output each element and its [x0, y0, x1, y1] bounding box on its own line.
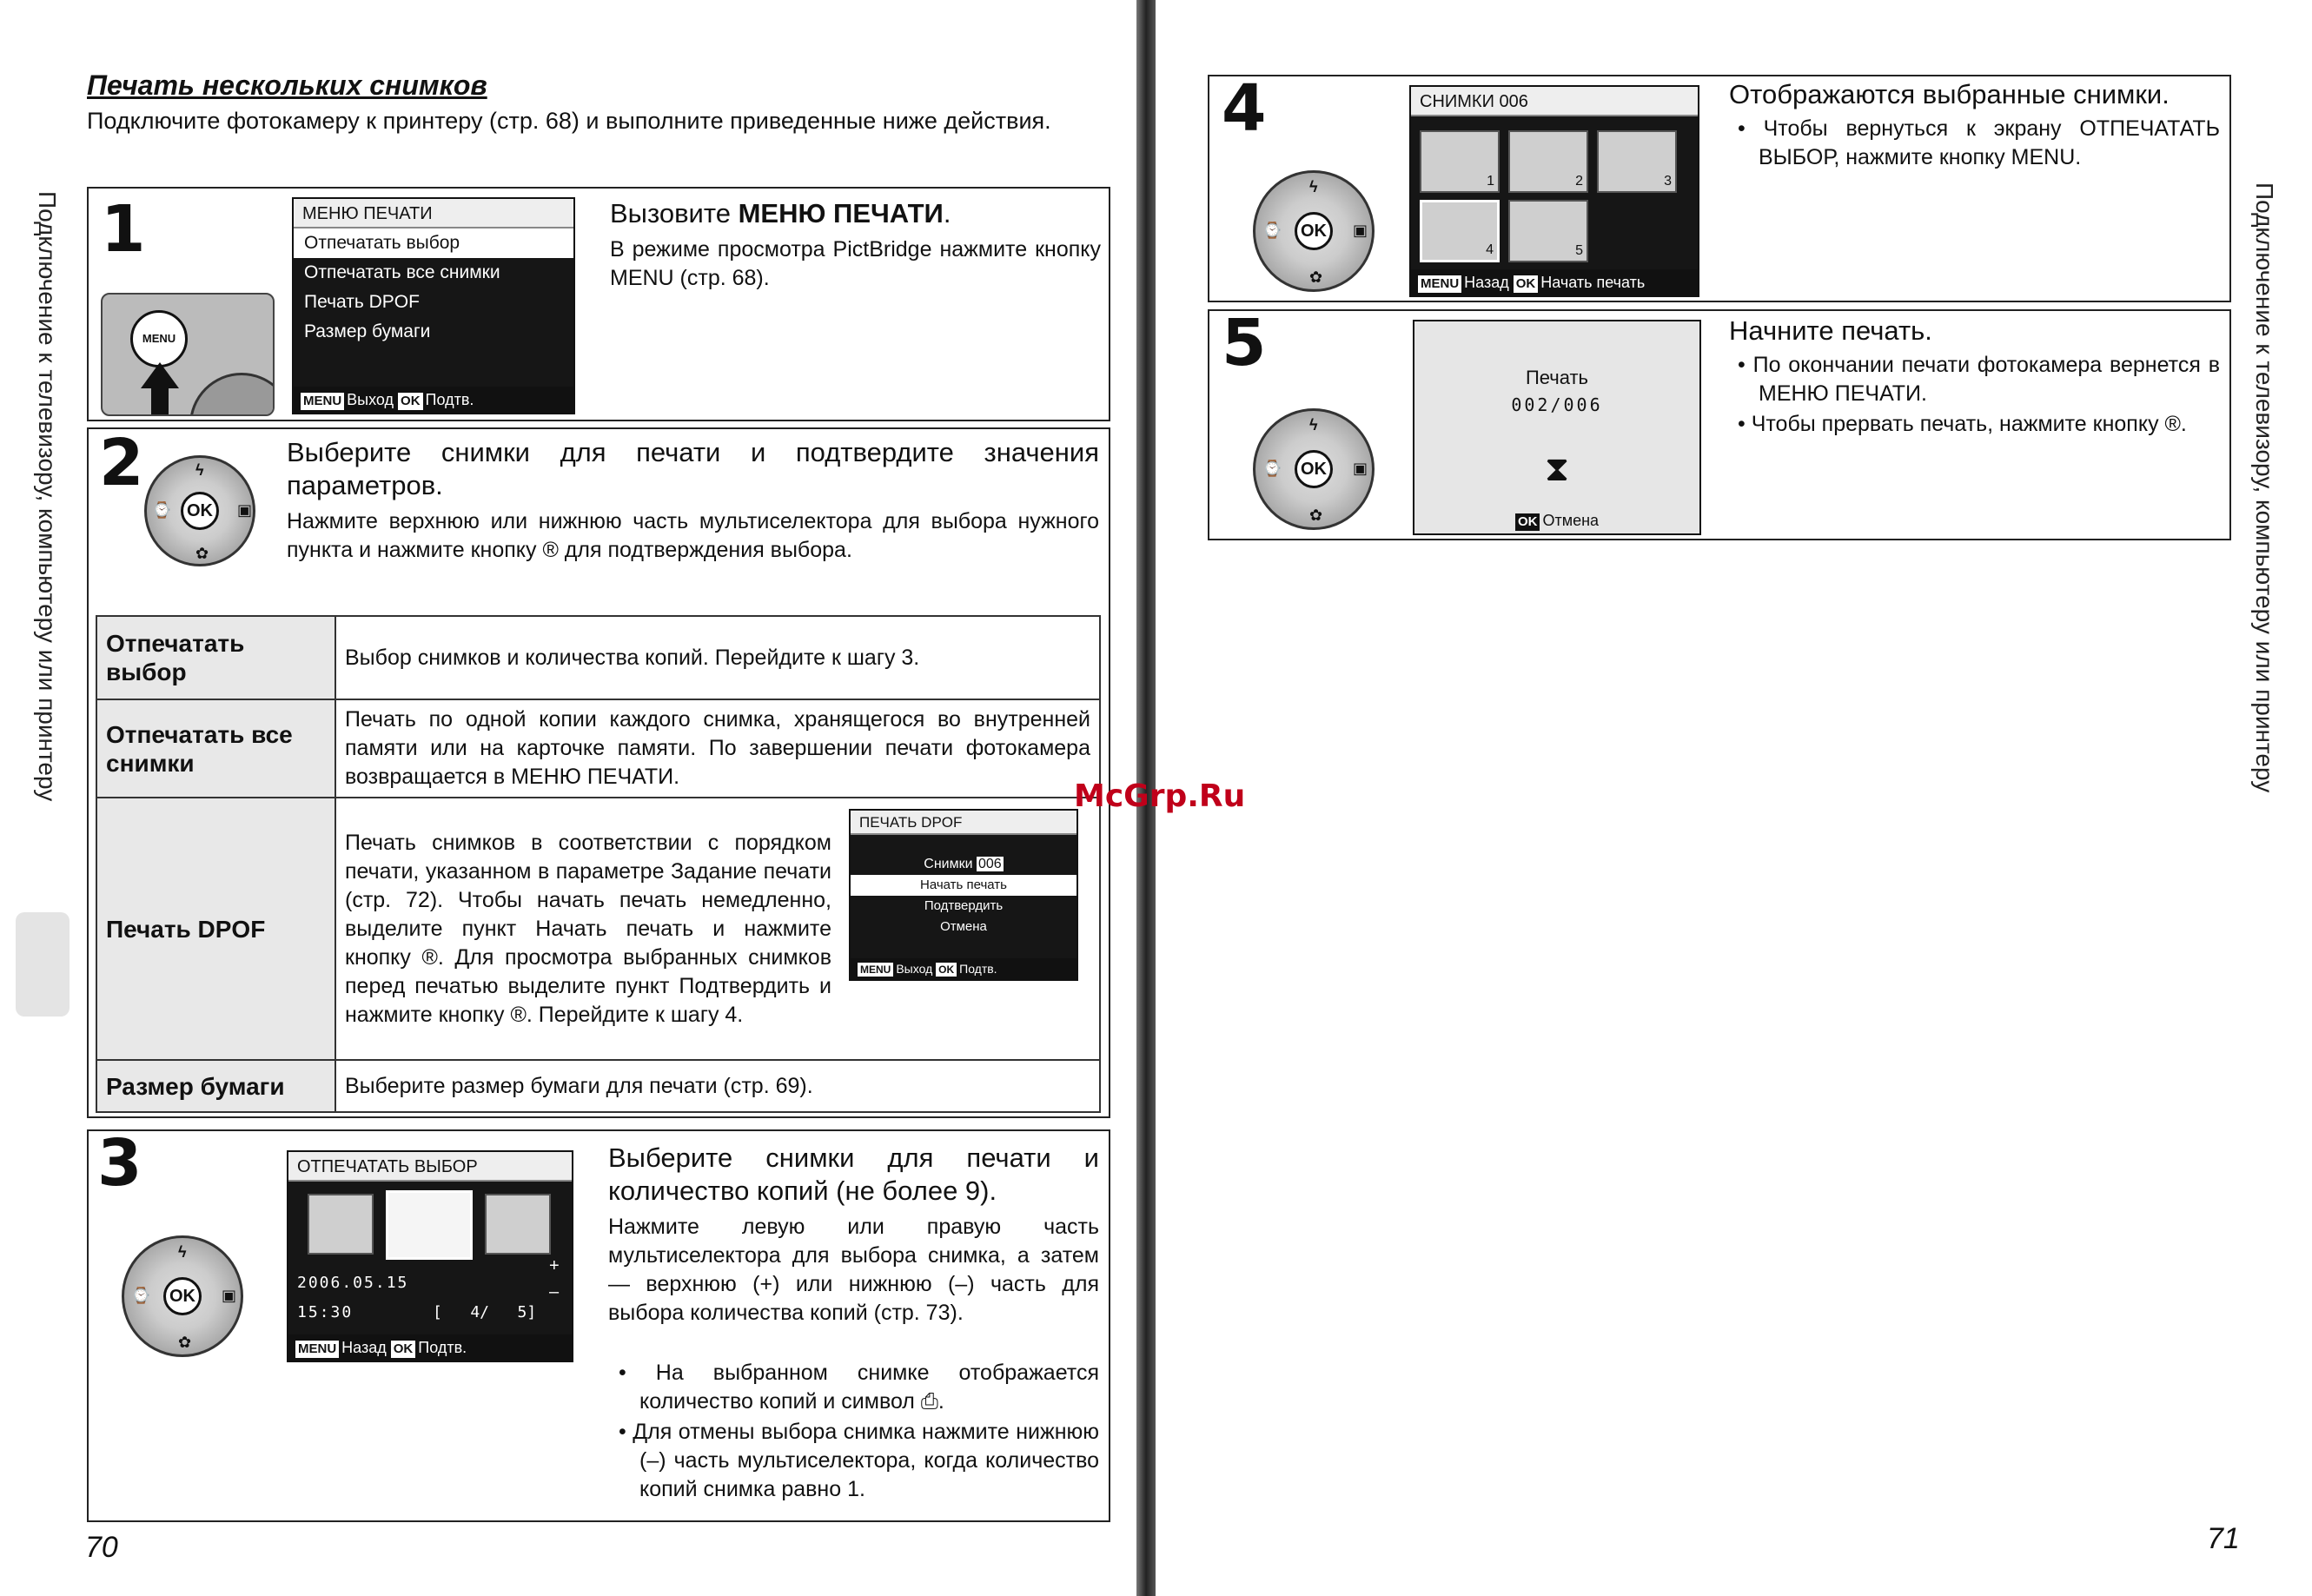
step-2-heading: Выберите снимки для печати и подтвердите значения параметров. — [287, 437, 1099, 500]
flash-icon: ϟ — [1309, 178, 1318, 195]
footer-label: Подтв. — [418, 1339, 467, 1356]
step-3-text: Нажмите левую или правую часть мультиселектора для выбора снимка, а затем — верхнюю (+) или нижнюю (–) часть для выбора количества копий (стр. 73). — [608, 1215, 1099, 1325]
step-3-bullet: • Для отмены выбора снимка нажмите нижнюю (–) часть мультиселектора, когда количество копий снимка равно 1. — [619, 1420, 1100, 1501]
copy-count: 3 — [1664, 174, 1672, 189]
watermark: McGrp.Ru — [1074, 778, 1246, 814]
section-title: Печать нескольких снимков — [87, 70, 487, 101]
count-label: Снимки — [924, 857, 973, 871]
time-label: 15:30 — [297, 1303, 354, 1321]
step-number: 5 — [1222, 306, 1267, 381]
macro-icon: ✿ — [1309, 268, 1323, 286]
step-1-text: В режиме просмотра PictBridge нажмите кнопку MENU (стр. 68). — [610, 237, 1101, 290]
self-timer-icon: ⌚ — [1262, 222, 1282, 239]
multi-selector-icon — [122, 1235, 243, 1357]
dpof-count — [851, 854, 1077, 875]
option-key: Размер бумаги — [96, 1060, 335, 1112]
step-number: 3 — [97, 1126, 142, 1201]
copy-counter: [ 4/ 5] — [433, 1303, 537, 1321]
screen-title: ОТПЕЧАТАТЬ ВЫБОР — [288, 1152, 572, 1182]
option-desc: Выбор снимков и количества копий. Перейдите к шагу 3. — [335, 616, 1100, 699]
camera-back-illustration — [101, 293, 275, 416]
screen-footer — [294, 387, 573, 413]
step-3-bullet: • На выбранном снимке отображается количество копий и символ ⎙. — [619, 1361, 1099, 1414]
bullet-text: Чтобы вернуться к экрану ОТПЕЧАТАТЬ ВЫБОР, нажмите кнопку MENU. — [1759, 116, 2220, 169]
copy-count: 4 — [1486, 242, 1494, 257]
footer-label: Начать печать — [1540, 274, 1646, 291]
dpof-item-confirm: Подтвердить — [924, 898, 1004, 913]
count-value: 006 — [978, 857, 1002, 871]
printing-progress: 002/006 — [1511, 394, 1603, 415]
thumbnail-1 — [1420, 130, 1500, 193]
option-key: Печать DPOF — [96, 798, 335, 1060]
heading-part: Вызовите — [610, 198, 739, 228]
footer-label: Назад — [1464, 274, 1509, 291]
side-label-left: Подключение к телевизору, компьютеру или принтеру — [34, 191, 61, 802]
plus-label: + — [549, 1256, 560, 1275]
option-desc-cell — [335, 798, 1100, 1060]
options-table — [96, 615, 1101, 1113]
thumbnail-2 — [1508, 130, 1588, 193]
dpof-item-start: Начать печать — [851, 875, 1077, 896]
multi-selector-icon — [1253, 408, 1375, 530]
ok-button-icon: OK — [181, 492, 219, 530]
option-desc: Печать по одной копии каждого снимка, хранящегося во внутренней памяти или на карточке памяти. По завершении печати фотокамера возвращается в МЕНЮ ПЕЧАТИ. — [335, 699, 1100, 798]
table-row — [96, 616, 1100, 699]
dpof-item-cancel: Отмена — [940, 919, 987, 934]
dial-partial — [189, 373, 275, 416]
step-4-bullet: • Чтобы вернуться к экрану ОТПЕЧАТАТЬ ВЫБОР, нажмите кнопку MENU. — [1738, 116, 2220, 169]
step-1-heading — [610, 197, 1101, 230]
thumbnail-2-selected — [386, 1190, 473, 1260]
ok-key-icon: OK — [391, 1341, 416, 1358]
screen-footer — [1411, 269, 1698, 295]
ok-key-icon: OK — [1515, 513, 1540, 531]
menu-item-print-all: Отпечатать все снимки — [304, 262, 500, 282]
thumbnail-4-selected — [1420, 200, 1500, 262]
menu-item-print-selection: Отпечатать выбор — [294, 228, 573, 258]
heading-bold: МЕНЮ ПЕЧАТИ — [738, 198, 944, 228]
selected-images-screen — [1409, 85, 1699, 297]
option-desc: Печать снимков в соответствии с порядком печати, указанном в параметре Задание печати (стр. 72). Чтобы начать печать немедленно, выделите пункт Начать печать и нажмите кнопку ®. Для просмотра выбранных снимков перед печатью выделите пункт Подтвердить и нажмите кнопку ®. Перейдите к шагу 4. — [345, 830, 831, 1027]
bullet-text: На выбранном снимке отображается количество копий и символ ⎙. — [639, 1361, 1099, 1414]
page-number-right: 71 — [2207, 1522, 2240, 1555]
step-2-box — [87, 427, 1110, 1118]
exposure-icon: ▣ — [1353, 222, 1368, 239]
menu-key-icon: MENU — [295, 1341, 339, 1358]
step-3-box — [87, 1126, 1110, 1522]
bullet-text: Для отмены выбора снимка нажмите нижнюю (–) часть мультиселектора, когда количество копий снимка равно 1. — [633, 1420, 1100, 1501]
ok-button-icon: OK — [1295, 212, 1333, 250]
print-selection-screen — [287, 1150, 573, 1362]
printing-label: Печать — [1525, 367, 1589, 388]
arrow-up-icon — [141, 362, 179, 388]
thumbnail-1 — [308, 1194, 374, 1255]
option-key: Отпечатать выбор — [96, 616, 335, 699]
copy-count: 2 — [1575, 174, 1583, 189]
screen-title: ПЕЧАТЬ DPOF — [851, 811, 1077, 835]
footer-label: Подтв. — [425, 391, 474, 408]
self-timer-icon: ⌚ — [152, 501, 172, 519]
dpof-screen — [849, 809, 1078, 981]
table-row — [96, 798, 1100, 1060]
macro-icon: ✿ — [1309, 507, 1323, 524]
screen-footer — [851, 958, 1077, 979]
exposure-icon: ▣ — [237, 501, 253, 519]
hourglass-icon: ⧗ — [1545, 450, 1570, 488]
step-number: 4 — [1222, 71, 1267, 146]
flash-icon: ϟ — [178, 1243, 187, 1261]
footer-label: Отмена — [1542, 512, 1600, 529]
screen-title: СНИМКИ 006 — [1411, 87, 1698, 116]
ok-key-icon: OK — [398, 393, 423, 410]
screen-footer — [1414, 507, 1699, 533]
copy-count: 5 — [1575, 243, 1583, 258]
page-number-left: 70 — [85, 1531, 118, 1564]
step-5-heading: Начните печать. — [1729, 315, 1932, 346]
step-1-box — [87, 187, 1110, 421]
self-timer-icon: ⌚ — [131, 1287, 151, 1304]
minus-label: – — [549, 1282, 560, 1301]
side-smudge — [16, 912, 70, 1017]
option-key: Отпечатать все снимки — [96, 699, 335, 798]
footer-label: Подтв. — [959, 962, 997, 976]
printing-screen — [1413, 320, 1701, 535]
exposure-icon: ▣ — [1353, 460, 1368, 477]
thumbnail-3 — [1597, 130, 1677, 193]
date-label: 2006.05.15 — [297, 1274, 409, 1292]
ok-button-icon: OK — [163, 1277, 202, 1315]
screen-title: МЕНЮ ПЕЧАТИ — [294, 199, 573, 228]
flash-icon: ϟ — [1309, 416, 1318, 434]
step-5-bullet: • Чтобы прервать печать, нажмите кнопку ®. — [1738, 412, 2187, 436]
footer-label: Назад — [341, 1339, 387, 1356]
table-row — [96, 1060, 1100, 1112]
ok-button-icon: OK — [1295, 450, 1333, 488]
copy-count: 1 — [1487, 174, 1494, 189]
footer-label: Выход — [896, 962, 933, 976]
self-timer-icon: ⌚ — [1262, 460, 1282, 477]
print-menu-screen — [292, 197, 575, 414]
exposure-icon: ▣ — [222, 1287, 237, 1304]
step-number: 1 — [101, 192, 146, 267]
thumbnail-5 — [1508, 200, 1588, 262]
menu-key-icon: MENU — [301, 393, 344, 410]
side-label-right: Подключение к телевизору, компьютеру или принтеру — [2251, 182, 2278, 793]
ok-key-icon: OK — [936, 963, 957, 977]
step-5-box — [1208, 306, 2231, 540]
heading-part: . — [943, 198, 951, 228]
macro-icon: ✿ — [195, 545, 209, 562]
menu-item-paper-size: Размер бумаги — [304, 321, 431, 341]
multi-selector-icon — [144, 455, 255, 566]
step-4-heading: Отображаются выбранные снимки. — [1729, 79, 2170, 109]
step-number: 2 — [99, 426, 144, 500]
arrow-shaft — [151, 387, 169, 416]
menu-button-illustration: MENU — [130, 310, 188, 368]
macro-icon: ✿ — [178, 1334, 192, 1351]
thumbnail-3 — [485, 1194, 551, 1255]
step-3-heading: Выберите снимки для печати и количество копий (не более 9). — [608, 1142, 1099, 1206]
step-5-bullet: • По окончании печати фотокамера вернется в МЕНЮ ПЕЧАТИ. — [1738, 353, 2221, 406]
footer-label: Выход — [347, 391, 394, 408]
bullet-text: По окончании печати фотокамера вернется в МЕНЮ ПЕЧАТИ. — [1752, 353, 2221, 406]
option-desc: Выберите размер бумаги для печати (стр. 69). — [335, 1060, 1100, 1112]
bullet-text: Чтобы прервать печать, нажмите кнопку ®. — [1751, 412, 2187, 436]
table-row — [96, 699, 1100, 798]
step-2-text: Нажмите верхнюю или нижнюю часть мультиселектора для выбора нужного пункта и нажмите кнопку ® для подтверждения выбора. — [287, 509, 1099, 562]
screen-footer — [288, 1334, 572, 1361]
menu-item-dpof: Печать DPOF — [304, 292, 420, 312]
step-4-box — [1208, 71, 2231, 302]
menu-key-icon: MENU — [858, 963, 893, 977]
intro-text: Подключите фотокамеру к принтеру (стр. 68) и выполните приведенные ниже действия. — [87, 108, 1051, 134]
flash-icon: ϟ — [195, 461, 204, 479]
ok-key-icon: OK — [1514, 275, 1539, 293]
menu-key-icon: MENU — [1418, 275, 1461, 293]
multi-selector-icon — [1253, 170, 1375, 292]
